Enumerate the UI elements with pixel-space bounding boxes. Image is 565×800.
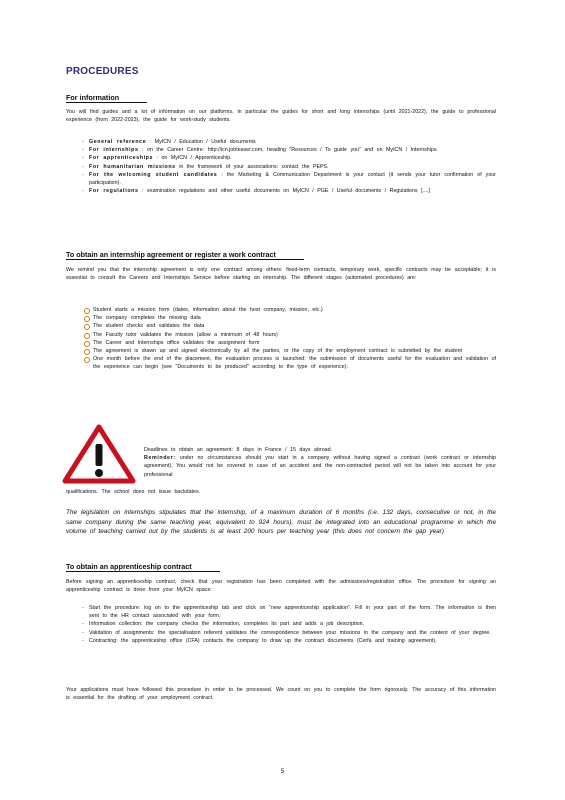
section-heading-internship: To obtain an internship agreement or register a work contract bbox=[66, 250, 304, 260]
apprenticeship-closing: Your applications must have followed this procedure in order to be processed. We count on you to complete the form rigorously. The accuracy of this information is essential for the drafting of your employment contract. bbox=[66, 687, 496, 702]
warning-tail: qualifications. The school does not issue backdates. bbox=[66, 489, 201, 495]
list-item: - For the welcoming student candidates : the Marketing & Communication Department is your contact (it sends your tutor confirmation of your participation). bbox=[82, 171, 496, 187]
list-item: - Validation of assignments: the specialisation referent validates the correspondence between your missions in the company and the content of your degree. bbox=[82, 629, 496, 637]
step-item: The agreement is drawn up and signed electronically by all the parties, or the copy of the employment contract is submitted by the student bbox=[84, 347, 496, 355]
internship-intro: We remind you that the internship agreement is only one contract among others: fixed-term contracts, temporary work, specific contracts may be acceptable; it is essential to consult the Careers and Internships Service before starting an internship. The different stages (automated procedures) are: bbox=[66, 267, 496, 282]
list-item: - For apprenticeships : on MyICN / Apprenticeship. bbox=[82, 154, 496, 162]
step-item: One month before the end of the placement, the evaluation process is launched: the submission of documents useful for the evaluation and validation of the experience can begin (see "Documents to be produced" according to the type of experience). bbox=[84, 355, 496, 371]
list-item: - Start the procedure: log on to the apprenticeship tab and click on "new apprenticeship application". Fill in your part of the form. The information is then sent to the HR contact associated with your form. bbox=[82, 604, 496, 620]
step-item: The Faculty tutor validates the mission (allow a minimum of 48 hours) bbox=[84, 331, 496, 339]
step-item: Student starts a mission form (dates, information about the host company, mission, etc.) bbox=[84, 306, 496, 314]
step-item: The student checks and validates the data bbox=[84, 322, 496, 330]
reminder-text: Reminder: under no circumstances should you start in a company without having signed a contract (work contract or internship agreement). You would not be covered in case of an accident and the non-contracted period will not be taken into account for your professional bbox=[144, 455, 496, 478]
apprenticeship-list bbox=[82, 604, 496, 645]
warning-icon bbox=[62, 424, 136, 489]
information-list bbox=[82, 138, 496, 195]
deadlines-text: Deadlines to obtain an agreement: 8 days in France / 15 days abroad. bbox=[144, 447, 333, 453]
internship-steps bbox=[84, 306, 496, 372]
page-number: 5 bbox=[280, 769, 285, 775]
section-heading-apprenticeship: To obtain an apprenticeship contract bbox=[66, 562, 220, 572]
section-heading-information: For information bbox=[66, 93, 147, 103]
list-item: - Contracting: the apprenticeship office (CFA) contacts the company to draw up the contract documents (Cerfa and training agreement). bbox=[82, 637, 496, 645]
list-item: - For internships : on the Career Centre: http://icn.jobteaser.com, heading "Resources / To guide you" and on MyICN / Internships. bbox=[82, 146, 496, 154]
step-item: The company completes the missing data bbox=[84, 314, 496, 322]
information-intro: You will find guides and a lot of information on our platforms, in particular the guides for short and long internships (until 2021-2022), the guide to professional experience (from 2022-2023), the guide for work-study students. bbox=[66, 109, 496, 124]
legislation-note: The legislation on internships stipulates that the internship, of a maximum duration of 6 months (i.e. 132 days, consecutive or not, in the same company during the same teaching year, equivalent to 924 hours), must be integrated into an educational programme in which the volume of teaching carried out by the students is at least 200 hours per teaching year (this does not concern the gap year) bbox=[66, 509, 496, 535]
list-item: - Information collection: the company checks the information, completes its part and adds a job description. bbox=[82, 620, 496, 628]
list-item: - General reference : MyICN / Education / Useful documents bbox=[82, 138, 496, 146]
page-title: PROCEDURES bbox=[66, 66, 139, 77]
list-item: - For humanitarian missions in the framework of your associations: contact the PEPS. bbox=[82, 163, 496, 171]
step-item: The Career and Internships office validates the assignment form bbox=[84, 339, 496, 347]
warning-text bbox=[144, 446, 496, 479]
list-item: - For regulations : examination regulations and other useful documents on MyICN / PGE / Useful documents / Regulations [....] bbox=[82, 187, 496, 195]
apprenticeship-intro: Before signing an apprenticeship contract, check that your registration has been completed with the admissions/registration office. The procedure for signing an apprenticeship contract is done from your MyICN space: bbox=[66, 579, 496, 594]
